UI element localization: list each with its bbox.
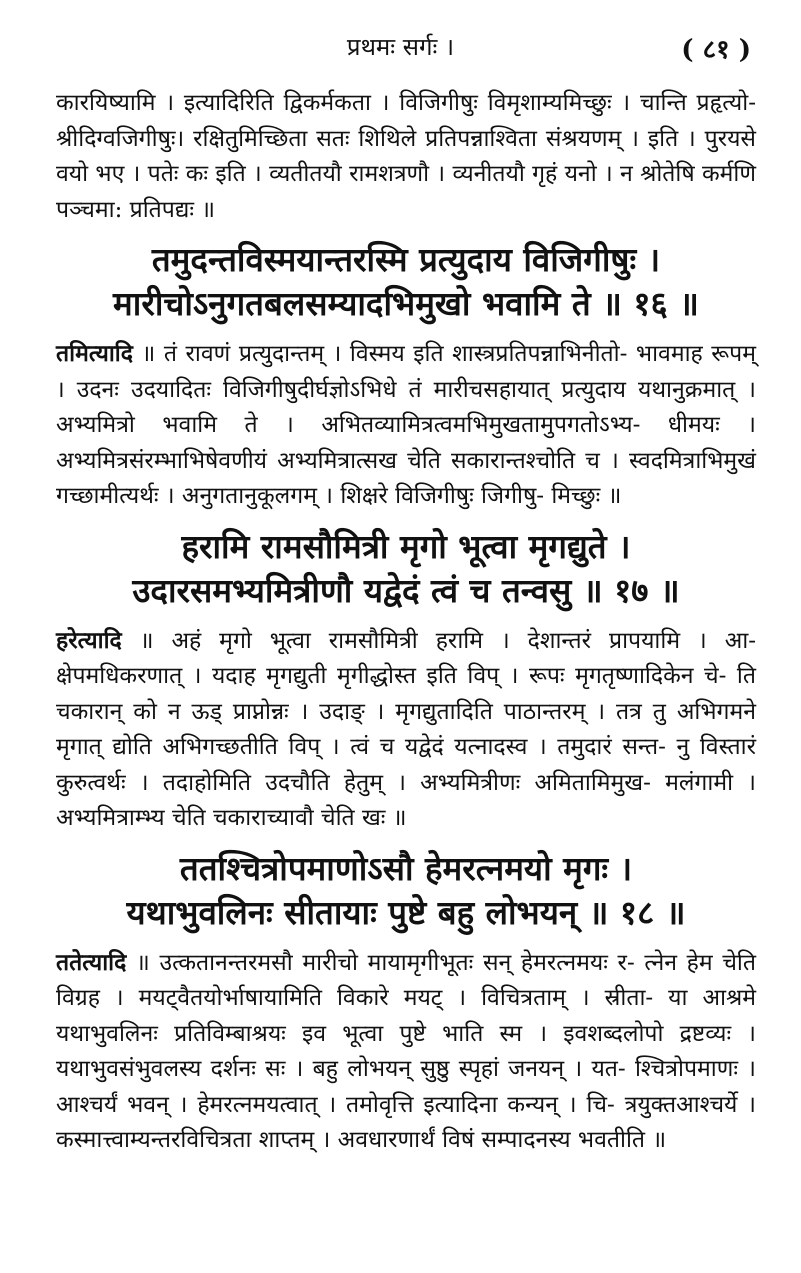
running-title: प्रथमः सर्गः । bbox=[346, 33, 455, 61]
verse-16 bbox=[56, 238, 756, 326]
verse-16-line-1: तमुदन्तविस्मयान्तरस्मि प्रत्युदाय विजिगीषुः । bbox=[151, 240, 661, 279]
verse-17-line-2: उदारसमभ्यमित्रीणौ यद्वेदं त्वं च तन्वसु ॥ १७ ॥ bbox=[132, 570, 680, 610]
commentary-17-text: ॥ अहं मृगो भूत्वा रामसौमित्री हरामि । देशान्तरं प्रापयामि । आ- क्षेपमधिकरणात् । यदाह मृगद्युती मृगीद्धोस्त इति विप् । रूपः मृगतृष्णादिकेन चे- ति चकारान् को न ऊड् प्राप्नोन्नः । उदाङ् । मृगद्युतादिति पाठान्तरम् । तत्र तु अभिगमने मृगात् द्योति अभिगच्छतीति विप् । त्वं च यद्वेदं यत्नादस्व । तमुदारं सन्त- नु विस्तारं कुरुत्वर्थः । तदाहोमिति उदचौति हेतुम् । अभ्यमित्रीणः अमितामिमुख- मलंगामी । अभ्यमित्राम्भ्य चेति चकाराच्यावौ चेति खः ॥ bbox=[56, 627, 756, 831]
intro-commentary: कारयिष्यामि । इत्यादिरिति द्विकर्मकता । विजिगीषुः विमृशाम्यमिच्छुः । चान्ति प्रहृत्यो- श्रीदिग्वजिगीषुः। रक्षितुमिच्छिता सतः शिथिले प्रतिपन्नाश्विता संश्रयणम् । इति । पुरयसे वयो भए । पतेः कः इति । व्यतीतयौ रामशत्रणौ । व्यनीतयौ गृहं यनो । न श्रोतेषि कर्मणि पञ्चमा: प्रतिपद्यः ॥ bbox=[56, 90, 756, 223]
verse-17-line-1: हरामि रामसौमित्री मृगो भूत्वा मृगद्युते । bbox=[181, 526, 631, 566]
page-number: ( ८१ ) bbox=[681, 35, 751, 65]
verse-18 bbox=[56, 847, 756, 935]
commentary-17 bbox=[56, 623, 756, 837]
commentary-18-text: ॥ उत्कतानन्तरमसौ मारीचो मायामृगीभूतः सन् हेमरत्नमयः र- त्नेन हेम चेति विग्रह । मयट्वैतयोर्भाषायामिति विकारे मयट् । विचित्रताम् । स्रीता- या आश्रमे यथाभुवलिनः प्रतिविम्बाश्रयः इव भूत्वा पुष्टे भाति स्म । इवशब्दलोपो द्रष्टव्यः । यथाभुवसंभुवलस्य दर्शनः सः । बहु लोभयन् सुष्ठु स्पृहां जनयन् । यत- श्चित्रोपमाणः । आश्चर्यं भवन् । हेमरत्नमयत्वात् । तमोवृत्ति इत्यादिना कन्यन् । चि- त्रयुक्तआश्चर्ये । कस्मात्त्वाम्यन्तरविचित्रता शाप्तम् । अवधारणार्थं विषं सम्पादनस्य भवतीति ॥ bbox=[56, 949, 757, 1153]
verse-18-line-2: यथाभुवलिनः सीतायाः पुष्टे बहु लोभयन् ॥ १८ ॥ bbox=[126, 892, 686, 932]
verse-18-line-1: ततश्चित्रोपमाणोऽसौ हेमरत्नमयो मृगः । bbox=[179, 848, 633, 888]
commentary-17-label: हरेत्यादि bbox=[56, 626, 122, 654]
commentary-16-text: ॥ तं रावणं प्रत्युदान्तम् । विस्मय इति शास्त्रप्रतिपन्नाभिनीतो- भावमाह रूपम् । उदनः उदयादितः विजिगीषुदीर्घज्ञोऽभिधे तं मारीचसहायात् प्रत्युदाय यथानुक्रमात् । अभ्यमित्रो भवामि ते । अभितव्यामित्रत्वमभिमुखतामुपगतोऽभ्य- धीमयः । अभ्यमित्रसंरम्भाभिषेवणीयं अभ्यमित्रात्सख चेति सकारान्तश्चोति च । स्वदमित्राभिमुखं गच्छामीत्यर्थः । अनुगतानुकूलगम् । शिक्षरे विजिगीषुः जिगीषु- मिच्छुः ॥ bbox=[56, 341, 756, 509]
page-body bbox=[56, 86, 756, 1159]
commentary-16 bbox=[56, 336, 756, 515]
verse-17 bbox=[56, 525, 756, 613]
commentary-16-label: तमित्यादि bbox=[56, 340, 133, 367]
commentary-18-label: ततेत्यादि bbox=[56, 948, 127, 976]
commentary-18 bbox=[56, 945, 756, 1159]
running-header bbox=[0, 30, 801, 70]
verse-16-line-2: मारीचोऽनुगतबलसम्यादभिमुखो भवामि ते ॥ १६ ॥ bbox=[113, 284, 699, 323]
